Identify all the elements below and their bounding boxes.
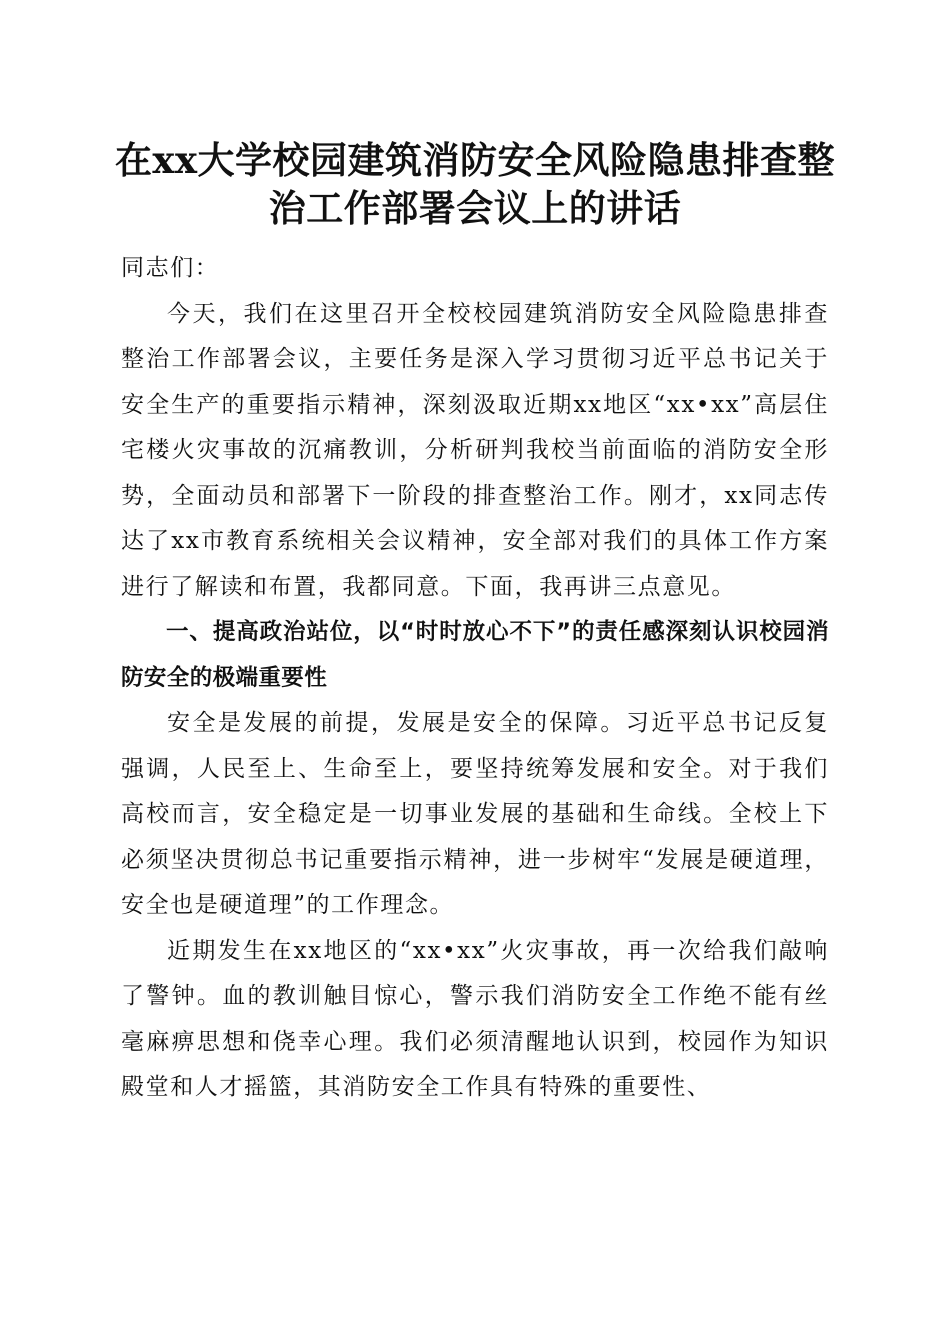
document-title	[100, 136, 850, 232]
paragraph-fire-incident: 近期发生在xx地区的“xx•xx”火灾事故，再一次给我们敲响了警钟。血的教训触目惊心，警示我们消防安全工作绝不能有丝毫麻痹思想和侥幸心理。我们必须清醒地认识到，校园作为知识殿堂和人才摇篮，其消防安全工作具有特殊的重要性、	[121, 937, 829, 1100]
title-line-1: 在xx大学校园建筑消防安全风险隐患排查整	[114, 138, 836, 182]
salutation: 同志们：	[121, 255, 220, 281]
title-line-2: 治工作部署会议上的讲话	[268, 186, 682, 230]
section-heading-1: 一、提高政治站位，以“时时放心不下”的责任感深刻认识校园消防安全的极端重要性	[121, 619, 829, 691]
paragraph-opening: 今天，我们在这里召开全校校园建筑消防安全风险隐患排查整治工作部署会议，主要任务是深入学习贯彻习近平总书记关于安全生产的重要指示精神，深刻汲取近期xx地区“xx•xx”高层住宅楼火灾事故的沉痛教训，分析研判我校当前面临的消防安全形势，全面动员和部署下一阶段的排查整治工作。刚才，xx同志传达了xx市教育系统相关会议精神，安全部对我们的具体工作方案进行了解读和布置，我都同意。下面，我再讲三点意见。	[121, 300, 829, 600]
document-body	[121, 246, 829, 1111]
paragraph-safety-development: 安全是发展的前提，发展是安全的保障。习近平总书记反复强调，人民至上、生命至上，要坚持统筹发展和安全。对于我们高校而言，安全稳定是一切事业发展的基础和生命线。全校上下必须坚决贯彻总书记重要指示精神，进一步树牢“发展是硬道理，安全也是硬道理”的工作理念。	[121, 710, 829, 918]
